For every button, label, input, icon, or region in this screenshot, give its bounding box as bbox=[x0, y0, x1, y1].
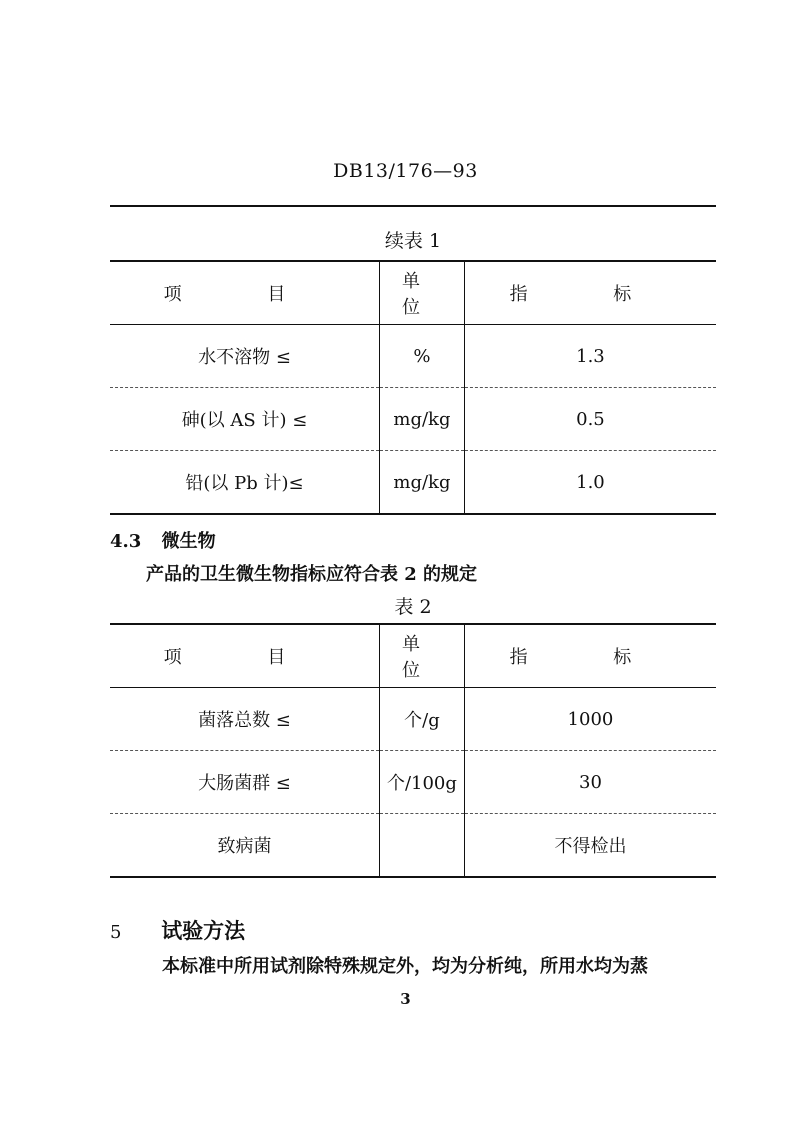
table2-col-value: 指 标 bbox=[464, 624, 716, 688]
section-4-3-text: 产品的卫生微生物指标应符合表 2 的规定 bbox=[146, 564, 478, 585]
row-item: 大肠菌群 ≤ bbox=[110, 751, 379, 814]
table1-caption: 续表 1 bbox=[384, 230, 442, 252]
row-value: 30 bbox=[464, 751, 716, 814]
row-item: 砷(以 AS 计) ≤ bbox=[110, 388, 380, 451]
row-value: 0.5 bbox=[464, 388, 716, 451]
table-row bbox=[110, 388, 716, 451]
row-item: 致病菌 bbox=[110, 814, 379, 878]
section-title: 微生物 bbox=[161, 531, 216, 552]
section-title: 试验方法 bbox=[161, 918, 246, 943]
section-number: 5 bbox=[110, 922, 122, 943]
table1 bbox=[110, 260, 716, 515]
row-unit bbox=[379, 814, 464, 878]
row-value: 1000 bbox=[567, 708, 614, 730]
table2-col-unit: 单 位 bbox=[379, 624, 464, 688]
table2-header-row bbox=[110, 624, 716, 688]
section-5-text: 本标准中所用试剂除特殊规定外，均为分析纯，所用水均为蒸 bbox=[162, 956, 648, 977]
document-code: DB13/176—93 bbox=[333, 160, 478, 182]
table-row bbox=[110, 325, 716, 388]
row-item: 水不溶物 ≤ bbox=[198, 347, 291, 368]
table1-col-value: 指 标 bbox=[464, 261, 716, 325]
row-value: 1.0 bbox=[464, 451, 716, 515]
table1-header-row bbox=[110, 261, 716, 325]
row-unit: mg/kg bbox=[380, 388, 465, 451]
row-unit: % bbox=[380, 325, 465, 388]
table-row bbox=[110, 814, 716, 878]
table1-col-unit: 单 位 bbox=[380, 261, 465, 325]
row-value: 1.3 bbox=[576, 345, 605, 367]
section-4-3-heading bbox=[110, 527, 216, 553]
table1-col-item: 项 目 bbox=[110, 261, 380, 325]
table-row bbox=[110, 451, 716, 515]
section-5-heading bbox=[110, 915, 245, 945]
table-row bbox=[110, 751, 716, 814]
table-row bbox=[110, 688, 716, 751]
page-number: 3 bbox=[400, 990, 411, 1008]
row-value: 不得检出 bbox=[464, 814, 716, 878]
header-rule bbox=[110, 205, 716, 207]
row-item: 菌落总数 ≤ bbox=[198, 710, 291, 731]
row-item: 铅(以 Pb 计)≤ bbox=[110, 451, 380, 515]
table2-col-item: 项 目 bbox=[110, 624, 379, 688]
section-number: 4.3 bbox=[110, 531, 142, 552]
row-unit: 个/g bbox=[379, 688, 464, 751]
table2 bbox=[110, 623, 716, 878]
row-unit: 个/100g bbox=[379, 751, 464, 814]
row-unit: mg/kg bbox=[380, 451, 465, 515]
table2-caption: 表 2 bbox=[394, 596, 432, 618]
